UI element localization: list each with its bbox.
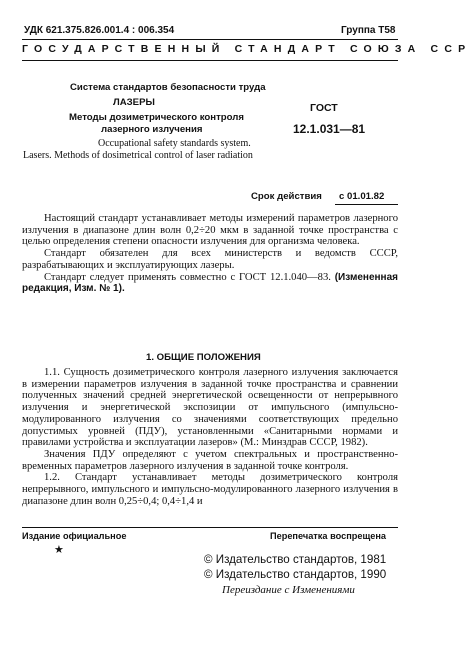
gost-number: 12.1.031—81 <box>293 122 366 136</box>
section-1-paragraph-2: Значения ПДУ определяют с учетом спектральных и пространственно-временных параметров лазерного излучения в заданной точке контроля. <box>22 448 398 472</box>
title-subject: ЛАЗЕРЫ <box>113 97 155 108</box>
group-code: Группа Т58 <box>341 25 396 36</box>
star-mark: ★ <box>54 544 64 556</box>
section-1-paragraph-3: 1.2. Стандарт устанавливает методы дозиметрического контроля непрерывного, импульсного и импульсно-модулированного лазерного излучения в диапазоне длин волн 0,25÷0,4; 0,4÷1,4 и <box>22 472 398 507</box>
section-1-text <box>22 367 398 507</box>
section-1-heading: 1. ОБЩИЕ ПОЛОЖЕНИЯ <box>146 352 261 363</box>
title-english-line1: Occupational safety standards system. <box>98 138 251 149</box>
title-english-line2: Lasers. Methods of dosimetrical control of laser radiation <box>23 150 253 161</box>
reprint-prohibited: Перепечатка воспрещена <box>270 531 386 541</box>
header-rule-bottom <box>22 60 398 61</box>
official-edition: Издание официальное <box>22 531 127 541</box>
validity-value: с 01.01.82 <box>339 191 385 202</box>
intro-paragraph-3-text: Стандарт следует применять совместно с ГОСТ 12.1.040—83. <box>44 271 331 283</box>
footer-rule <box>22 527 398 528</box>
intro-paragraph-2: Стандарт обязателен для всех министерств и ведомств СССР, разрабатывающих и эксплуатирующих лазеры. <box>22 248 398 271</box>
amendment-note: (Измененная редакция, Изм. № 1). <box>22 271 398 295</box>
section-1-paragraph-1: 1.1. Сущность дозиметрического контроля лазерного излучения заключается в измерении параметров излучения в заданной точке пространства и сравнении полученных значений средней энергетической освещенности от непрерывного излучения и энергетической экспозиции от импульсного (импульсно-модулированного излучения со значениями соответствующих предельно допустимых уровней (ПДУ), установленными «Санитарными нормами и правилами устройства и эксплуатации лазеров» (М.: Минздрав СССР, 1982). <box>22 367 398 449</box>
validity-underline <box>335 204 398 205</box>
copyright-1981: © Издательство стандартов, 1981 <box>204 553 387 566</box>
intro-text <box>22 213 398 295</box>
title-system: Система стандартов безопасности труда <box>70 82 266 93</box>
header-rule-top <box>22 39 398 40</box>
intro-paragraph-1: Настоящий стандарт устанавливает методы измерений параметров лазерного излучения в диапазоне длин волн 0,2÷20 мкм в заданной точке пространства с целью определения степени опасности излучения для организма человека. <box>22 213 398 248</box>
title-methods-line2: лазерного излучения <box>101 124 203 135</box>
gost-label: ГОСТ <box>310 102 338 114</box>
reissue-note: Переиздание с Изменениями <box>222 584 355 596</box>
intro-paragraph-3 <box>22 272 398 295</box>
validity-label: Срок действия <box>251 191 322 202</box>
copyright-1990: © Издательство стандартов, 1990 <box>204 568 387 581</box>
udk-code: УДК 621.375.826.001.4 : 006.354 <box>24 25 175 36</box>
title-methods-line1: Методы дозиметрического контроля <box>69 112 244 123</box>
state-standard-banner: ГОСУДАРСТВЕННЫЙ СТАНДАРТ СОЮЗА ССР <box>22 43 471 55</box>
